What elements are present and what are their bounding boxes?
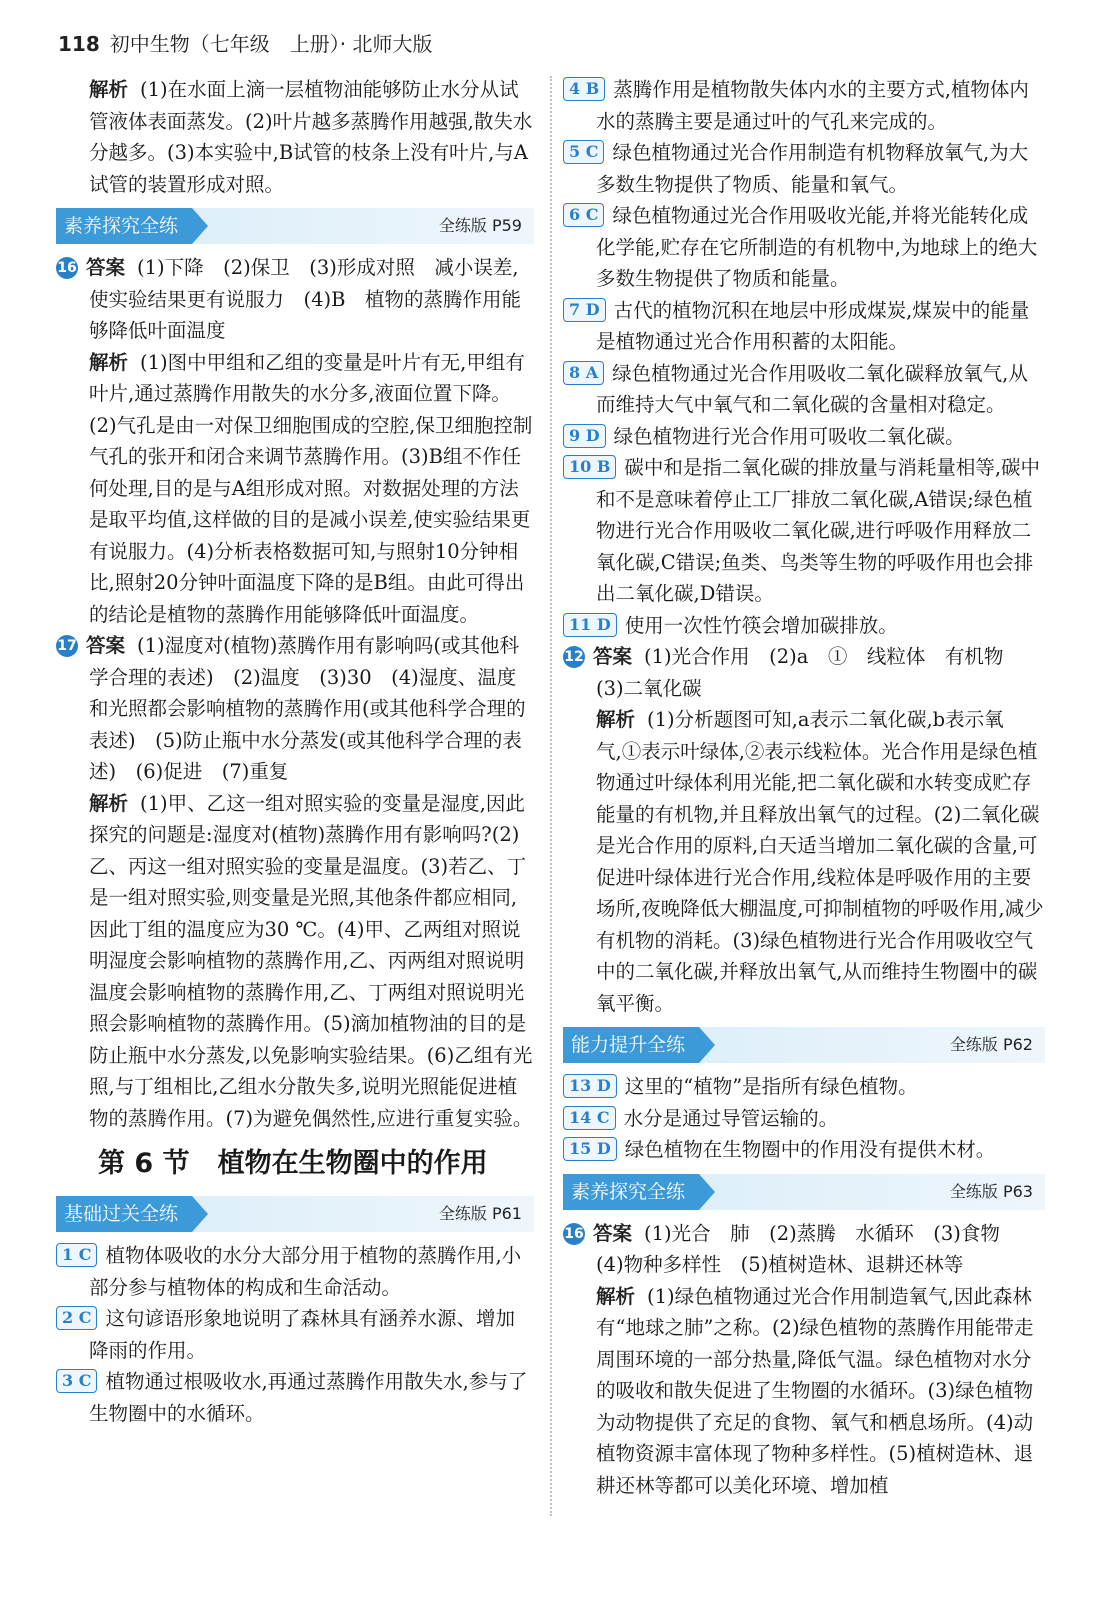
answer-item-text: 绿色植物进行光合作用可吸收二氧化碳。 [613,424,965,448]
question-17-answer [56,630,534,788]
answer-item-text: 绿色植物通过光合作用制造有机物释放氧气,为大多数生物提供了物质、能量和氧气。 [596,141,1029,196]
banner-title: 素养探究全练 [563,1174,699,1210]
section-banner-jichu [56,1196,534,1232]
answer-label: 答案 [86,256,126,279]
section-banner-nengli [563,1027,1045,1063]
answer-item [563,200,1045,295]
analysis-text: (1)在水面上滴一层植物油能够防止水分从试管液体表面蒸发。(2)叶片越多蒸腾作用越强,散失水分越多。(3)本实验中,B试管的枝条上没有叶片,与A试管的装置形成对照。 [89,78,533,196]
section-banner-suyang-1 [56,208,534,244]
banner-title: 基础过关全练 [56,1196,192,1232]
answer-item-text: 植物通过根吸收水,再通过蒸腾作用散失水,参与了生物圈中的水循环。 [89,1370,528,1425]
left-column [56,74,534,1429]
answer-tag: 6 C [563,203,604,227]
answer-text: (1)下降 (2)保卫 (3)形成对照 减小误差,使实验结果更有说服力 (4)B 植物的蒸腾作用能够降低叶面温度 [89,256,521,342]
question-16-answer [56,252,534,347]
answer-text: (1)光合 肺 (2)蒸腾 水循环 (3)食物 (4)物种多样性 (5)植树造林、退耕还林等 [596,1221,1020,1276]
question-number: 12 [563,646,585,668]
question-number: 17 [56,635,78,657]
question-16b-analysis [563,1281,1045,1502]
banner-page-ref: 全练版 P62 [949,1035,1033,1054]
answer-tag: 7 D [563,298,606,322]
page-number: 118 [58,32,100,56]
answer-item-text: 绿色植物在生物圈中的作用没有提供木材。 [624,1138,996,1161]
answer-item [563,295,1045,358]
answer-item-text: 绿色植物通过光合作用吸收光能,并将光能转化成化学能,贮存在它所制造的有机物中,为地球上的绝大多数生物提供了物质和能量。 [596,204,1038,290]
answer-tag: 9 D [563,424,606,448]
answer-item-text: 古代的植物沉积在地层中形成煤炭,煤炭中的能量是植物通过光合作用积蓄的太阳能。 [596,298,1030,353]
analysis-label: 解析 [596,708,636,731]
answer-text: (1)光合作用 (2)a ① 线粒体 有机物 (3)二氧化碳 [596,645,1023,700]
analysis-label: 解析 [596,1284,636,1308]
section-banner-suyang-2 [563,1174,1045,1210]
answer-item [563,137,1045,200]
section-name: 植物在生物圈中的作用 [217,1148,488,1179]
answer-tag: 5 C [563,140,604,164]
section-title [98,1144,534,1184]
answer-item-text: 绿色植物通过光合作用吸收二氧化碳释放氧气,从而维持大气中氧气和二氧化碳的含量相对稳定。 [596,361,1028,416]
answer-item-text: 使用一次性竹筷会增加碳排放。 [624,613,898,637]
analysis-text: (1)分析题图可知,a表示二氧化碳,b表示氧气,①表示叶绿体,②表示线粒体。光合作用是绿色植物通过叶绿体利用光能,把二氧化碳和水转变成贮存能量的有机物,并且释放出氧气的过程。(2)二氧化碳是光合作用的原料,白天适当增加二氧化碳的含量,可促进叶绿体进行光合作用,线粒体是呼吸作用的主要场所,夜晚降低大棚温度,可抑制植物的呼吸作用,减少有机物的消耗。(3)绿色植物进行光合作用吸收空气中的二氧化碳,并释放出氧气,从而维持生物圈中的碳氧平衡。 [596,708,1044,1015]
answer-item-text: 植物体吸收的水分大部分用于植物的蒸腾作用,小部分参与植物体的构成和生命活动。 [89,1244,522,1299]
banner-page-ref: 全练版 P63 [949,1181,1033,1201]
answer-label: 答案 [593,645,633,668]
analysis-label: 解析 [89,350,129,374]
answer-item [563,358,1045,421]
answer-item [563,421,1045,453]
banner-page-ref: 全练版 P59 [438,216,522,235]
column-divider [550,76,552,1516]
answer-item [56,1240,534,1303]
answer-item-text: 碳中和是指二氧化碳的排放量与消耗量相等,碳中和不是意味着停止工厂排放二氧化碳,A错误;绿色植物进行光合作用吸收二氧化碳,进行呼吸作用释放二氧化碳,C错误;鱼类、鸟类等生物的呼吸作用也会排出二氧化碳,D错误。 [596,456,1041,605]
answer-item [563,452,1045,610]
intro-analysis [56,74,534,200]
answer-item [563,1071,1045,1103]
right-column [563,74,1045,1501]
book-title: 初中生物（七年级 上册）· 北师大版 [109,32,433,56]
section-number: 第 6 节 [98,1148,190,1179]
answer-tag: 13 D [563,1074,617,1098]
analysis-text: (1)图中甲组和乙组的变量是叶片有无,甲组有叶片,通过蒸腾作用散失的水分多,液面位置下降。(2)气孔是由一对保卫细胞围成的空腔,保卫细胞控制气孔的张开和闭合来调节蒸腾作用。(3)B组不作任何处理,目的是与A组形成对照。对数据处理的方法是取平均值,这样做的目的是减小误差,使实验结果更有说服力。(4)分析表格数据可知,与照射10分钟相比,照射20分钟叶面温度下降的是B组。由此可得出的结论是植物的蒸腾作用能够降低叶面温度。 [89,350,533,626]
question-12-answer [563,641,1045,704]
answer-tag: 3 C [56,1369,97,1393]
analysis-text: (1)绿色植物通过光合作用制造氧气,因此森林有“地球之肺”之称。(2)绿色植物的蒸腾作用能带走周围环境的一部分热量,降低气温。绿色植物对水分的吸收和散失促进了生物圈的水循环。(3)绿色植物为动物提供了充足的食物、氧气和栖息场所。(4)动植物资源丰富体现了物种多样性。(5)植树造林、退耕还林等都可以美化环境、增加植 [596,1284,1034,1497]
banner-title: 素养探究全练 [56,208,192,244]
answer-item [563,1103,1045,1135]
question-17-analysis [56,788,534,1135]
question-16b-answer [563,1218,1045,1281]
answer-tag: 2 C [56,1306,97,1330]
analysis-label: 解析 [89,78,129,101]
answer-tag: 4 B [563,77,605,101]
banner-page-ref: 全练版 P61 [438,1204,522,1223]
answer-tag: 11 D [563,613,617,637]
page-header [58,28,432,57]
answer-item [563,1134,1045,1166]
analysis-label: 解析 [89,791,129,815]
answer-tag: 10 B [563,455,616,479]
answer-label: 答案 [86,634,126,657]
answer-tag: 8 A [563,361,604,385]
answer-item-text: 水分是通过导管运输的。 [623,1106,839,1130]
answer-tag: 1 C [56,1243,97,1267]
answer-item [56,1303,534,1366]
answer-text: (1)湿度对(植物)蒸腾作用有影响吗(或其他科学合理的表述) (2)温度 (3)30 (4)湿度、温度和光照都会影响植物的蒸腾作用(或其他科学合理的表述) (5)防止瓶中水分蒸发(或其他科学合理的表述) (6)促进 (7)重复 [89,634,526,783]
question-number: 16 [563,1223,585,1245]
answer-tag: 14 C [563,1106,616,1130]
question-16-analysis [56,347,534,631]
question-number: 16 [56,257,78,279]
answer-item [563,74,1045,137]
answer-item-text: 蒸腾作用是植物散失体内水的主要方式,植物体内水的蒸腾主要是通过叶的气孔来完成的。 [596,78,1029,133]
answer-label: 答案 [593,1221,633,1245]
question-12-analysis [563,704,1045,1019]
banner-title: 能力提升全练 [563,1027,699,1063]
analysis-text: (1)甲、乙这一组对照实验的变量是湿度,因此探究的问题是:湿度对(植物)蒸腾作用有影响吗?(2)乙、丙这一组对照实验的变量是温度。(3)若乙、丁是一组对照实验,则变量是光照,其他条件都应相同,因此丁组的温度应为30 ℃。(4)甲、乙两组对照说明湿度会影响植物的蒸腾作用,乙、丙两组对照说明温度会影响植物的蒸腾作用,乙、丁两组对照说明光照会影响植物的蒸腾作用。(5)滴加植物油的目的是防止瓶中水分蒸发,以免影响实验结果。(6)乙组有光照,与丁组相比,乙组水分散失多,说明光照能促进植物的蒸腾作用。(7)为避免偶然性,应进行重复实验。 [89,791,533,1130]
answer-item [56,1366,534,1429]
answer-item [563,610,1045,642]
answer-item-text: 这里的“植物”是指所有绿色植物。 [624,1075,918,1098]
answer-item-text: 这句谚语形象地说明了森林具有涵养水源、增加降雨的作用。 [89,1307,515,1362]
answer-tag: 15 D [563,1137,617,1161]
